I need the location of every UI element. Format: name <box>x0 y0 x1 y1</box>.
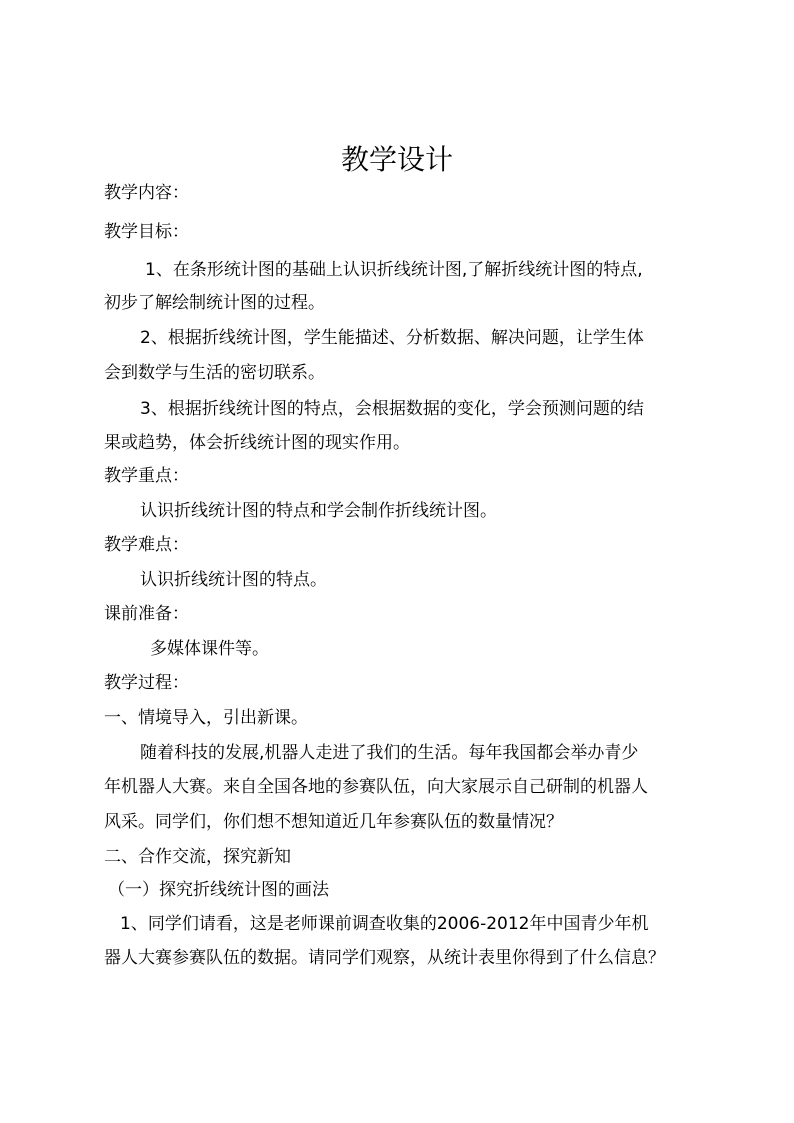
step-1-paragraph-line-1: 随着科技的发展,机器人走进了我们的生活。每年我国都会举办青少 <box>140 743 639 763</box>
step-2-heading: 二、合作交流，探究新知 <box>104 847 291 867</box>
subsection-1-paragraph-line-2: 器人大赛参赛队伍的数据。请同学们观察，从统计表里你得到了什么信息？ <box>104 948 665 968</box>
key-points-text: 认识折线统计图的特点和学会制作折线统计图。 <box>140 501 497 521</box>
step-1-paragraph-line-2: 年机器人大赛。来自全国各地的参赛队伍，向大家展示自己研制的机器人 <box>104 777 648 797</box>
subsection-1-heading: （一）探究折线统计图的画法 <box>108 880 329 900</box>
step-1-heading: 一、情境导入，引出新课。 <box>104 708 308 728</box>
section-heading-content: 教学内容： <box>104 183 189 203</box>
objective-3-line-2: 果或趋势，体会折线统计图的现实作用。 <box>104 433 410 453</box>
objective-2-line-2: 会到数学与生活的密切联系。 <box>104 363 325 383</box>
difficulties-text: 认识折线统计图的特点。 <box>140 570 327 590</box>
section-heading-key-points: 教学重点： <box>104 466 189 486</box>
section-heading-preparation: 课前准备： <box>104 604 189 624</box>
section-heading-difficulties: 教学难点： <box>104 535 189 555</box>
section-heading-process: 教学过程： <box>104 673 189 693</box>
preparation-text: 多媒体课件等。 <box>150 639 269 659</box>
subsection-1-paragraph-line-1: 1、同学们请看，这是老师课前调查收集的2006-2012年中国青少年机 <box>120 914 649 934</box>
objective-1-line-2: 初步了解绘制统计图的过程。 <box>104 293 325 313</box>
objective-2-line-1: 2、根据折线统计图，学生能描述、分析数据、解决问题，让学生体 <box>140 328 644 348</box>
objective-3-line-1: 3、根据折线统计图的特点，会根据数据的变化，学会预测问题的结 <box>140 399 644 419</box>
document-title: 教学设计 <box>340 143 453 176</box>
objective-1-line-1: 1、在条形统计图的基础上认识折线统计图,了解折线统计图的特点, <box>145 260 643 280</box>
step-1-paragraph-line-3: 风采。同学们，你们想不想知道近几年参赛队伍的数量情况？ <box>104 812 563 832</box>
section-heading-objectives: 教学目标： <box>104 222 189 242</box>
